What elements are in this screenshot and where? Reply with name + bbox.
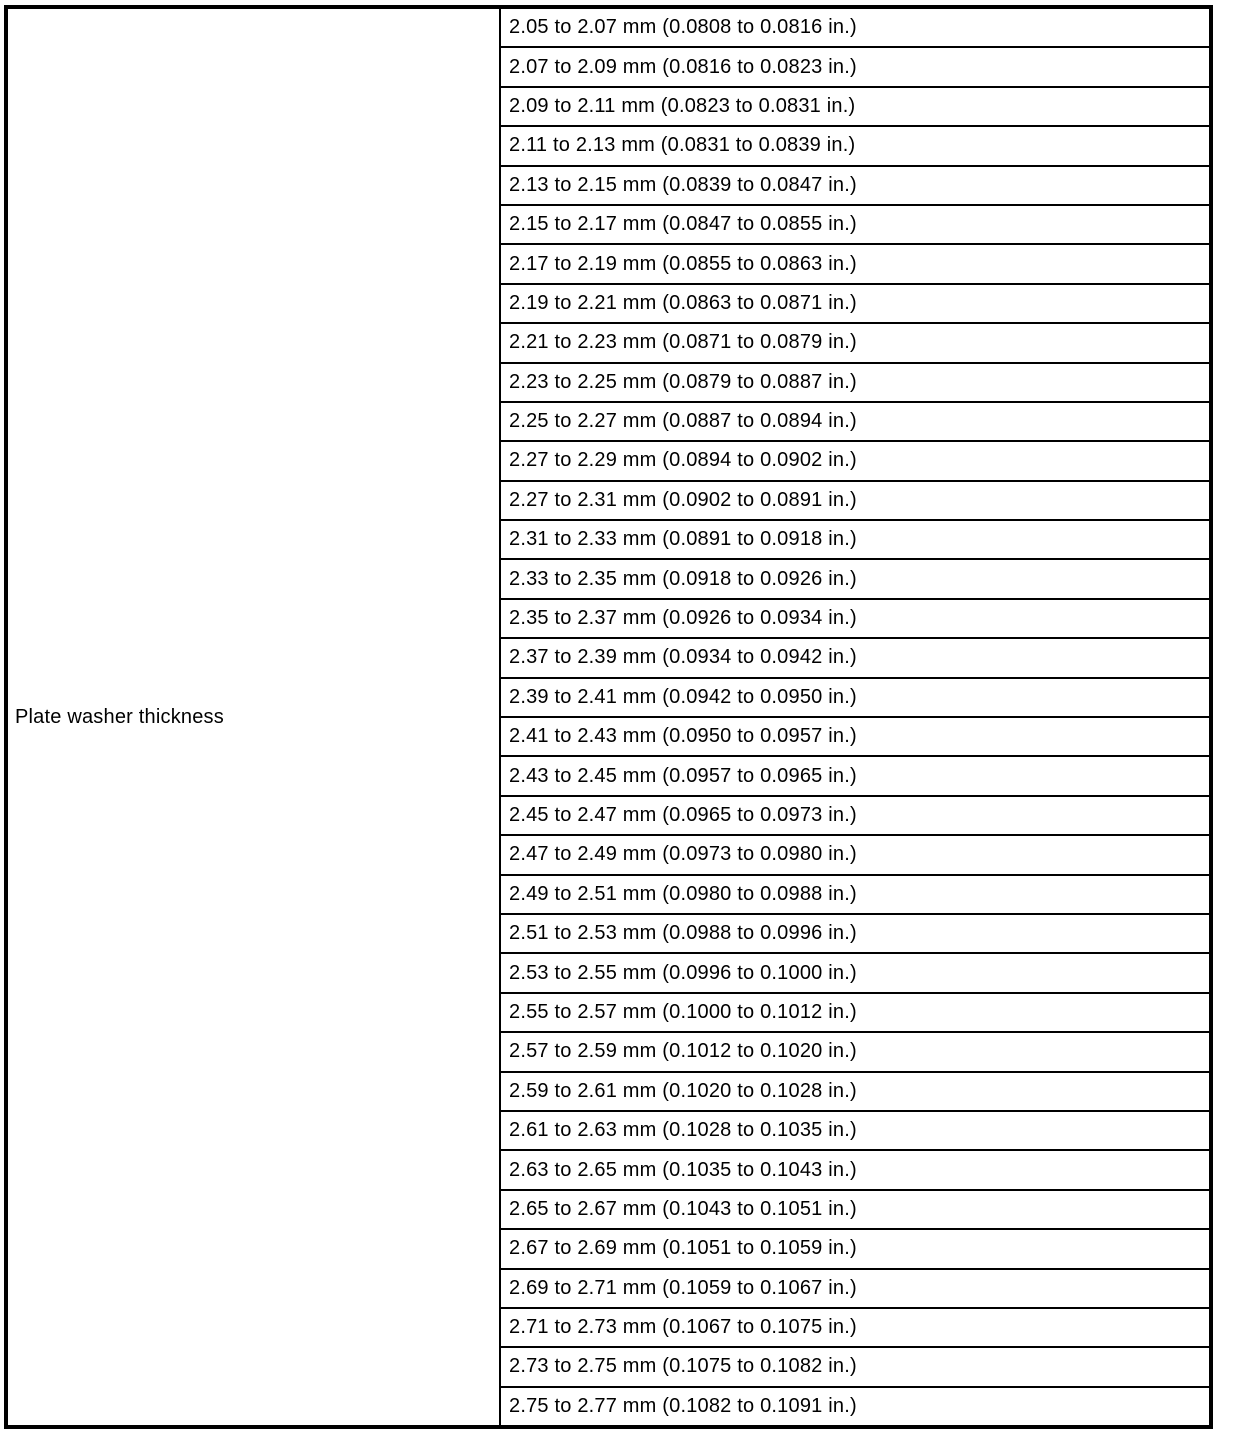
table-row: 2.21 to 2.23 mm (0.0871 to 0.0879 in.)	[501, 324, 1209, 363]
table-row: 2.09 to 2.11 mm (0.0823 to 0.0831 in.)	[501, 88, 1209, 127]
table-row: 2.57 to 2.59 mm (0.1012 to 0.1020 in.)	[501, 1033, 1209, 1072]
table-row: 2.69 to 2.71 mm (0.1059 to 0.1067 in.)	[501, 1270, 1209, 1309]
table-row: 2.33 to 2.35 mm (0.0918 to 0.0926 in.)	[501, 560, 1209, 599]
table-row: 2.53 to 2.55 mm (0.0996 to 0.1000 in.)	[501, 954, 1209, 993]
table-row: 2.07 to 2.09 mm (0.0816 to 0.0823 in.)	[501, 48, 1209, 87]
table-row: 2.65 to 2.67 mm (0.1043 to 0.1051 in.)	[501, 1191, 1209, 1230]
table-row: 2.17 to 2.19 mm (0.0855 to 0.0863 in.)	[501, 245, 1209, 284]
table-row: 2.25 to 2.27 mm (0.0887 to 0.0894 in.)	[501, 403, 1209, 442]
table-row: 2.55 to 2.57 mm (0.1000 to 0.1012 in.)	[501, 994, 1209, 1033]
table-row: 2.27 to 2.29 mm (0.0894 to 0.0902 in.)	[501, 442, 1209, 481]
table-row: 2.47 to 2.49 mm (0.0973 to 0.0980 in.)	[501, 836, 1209, 875]
table-row: 2.75 to 2.77 mm (0.1082 to 0.1091 in.)	[509, 1394, 857, 1417]
plate-washer-thickness-table	[4, 5, 1213, 1429]
table-row: 2.27 to 2.31 mm (0.0902 to 0.0891 in.)	[501, 482, 1209, 521]
table-row: 2.37 to 2.39 mm (0.0934 to 0.0942 in.)	[501, 639, 1209, 678]
table-row: 2.73 to 2.75 mm (0.1075 to 0.1082 in.)	[501, 1348, 1209, 1387]
table-row: 2.43 to 2.45 mm (0.0957 to 0.0965 in.)	[501, 757, 1209, 796]
table-row: 2.41 to 2.43 mm (0.0950 to 0.0957 in.)	[501, 718, 1209, 757]
table-row: 2.13 to 2.15 mm (0.0839 to 0.0847 in.)	[501, 167, 1209, 206]
table-row: 2.39 to 2.41 mm (0.0942 to 0.0950 in.)	[501, 679, 1209, 718]
table-row: 2.19 to 2.21 mm (0.0863 to 0.0871 in.)	[501, 285, 1209, 324]
table-row: 2.51 to 2.53 mm (0.0988 to 0.0996 in.)	[501, 915, 1209, 954]
row-header-cell: Plate washer thickness	[8, 9, 501, 1425]
table-row: 2.15 to 2.17 mm (0.0847 to 0.0855 in.)	[501, 206, 1209, 245]
value-column	[501, 9, 1209, 1425]
table-row: 2.35 to 2.37 mm (0.0926 to 0.0934 in.)	[501, 600, 1209, 639]
table-row: 2.71 to 2.73 mm (0.1067 to 0.1075 in.)	[501, 1309, 1209, 1348]
table-row: 2.23 to 2.25 mm (0.0879 to 0.0887 in.)	[501, 364, 1209, 403]
table-row: 2.61 to 2.63 mm (0.1028 to 0.1035 in.)	[501, 1112, 1209, 1151]
table-row: 2.45 to 2.47 mm (0.0965 to 0.0973 in.)	[501, 797, 1209, 836]
table-row: 2.11 to 2.13 mm (0.0831 to 0.0839 in.)	[501, 127, 1209, 166]
table-row: 2.63 to 2.65 mm (0.1035 to 0.1043 in.)	[501, 1151, 1209, 1190]
table-row: 2.05 to 2.07 mm (0.0808 to 0.0816 in.)	[501, 9, 1209, 48]
table-row: 2.49 to 2.51 mm (0.0980 to 0.0988 in.)	[501, 876, 1209, 915]
table-row: 2.59 to 2.61 mm (0.1020 to 0.1028 in.)	[501, 1073, 1209, 1112]
table-row: 2.67 to 2.69 mm (0.1051 to 0.1059 in.)	[501, 1230, 1209, 1269]
table-row: 2.31 to 2.33 mm (0.0891 to 0.0918 in.)	[501, 521, 1209, 560]
